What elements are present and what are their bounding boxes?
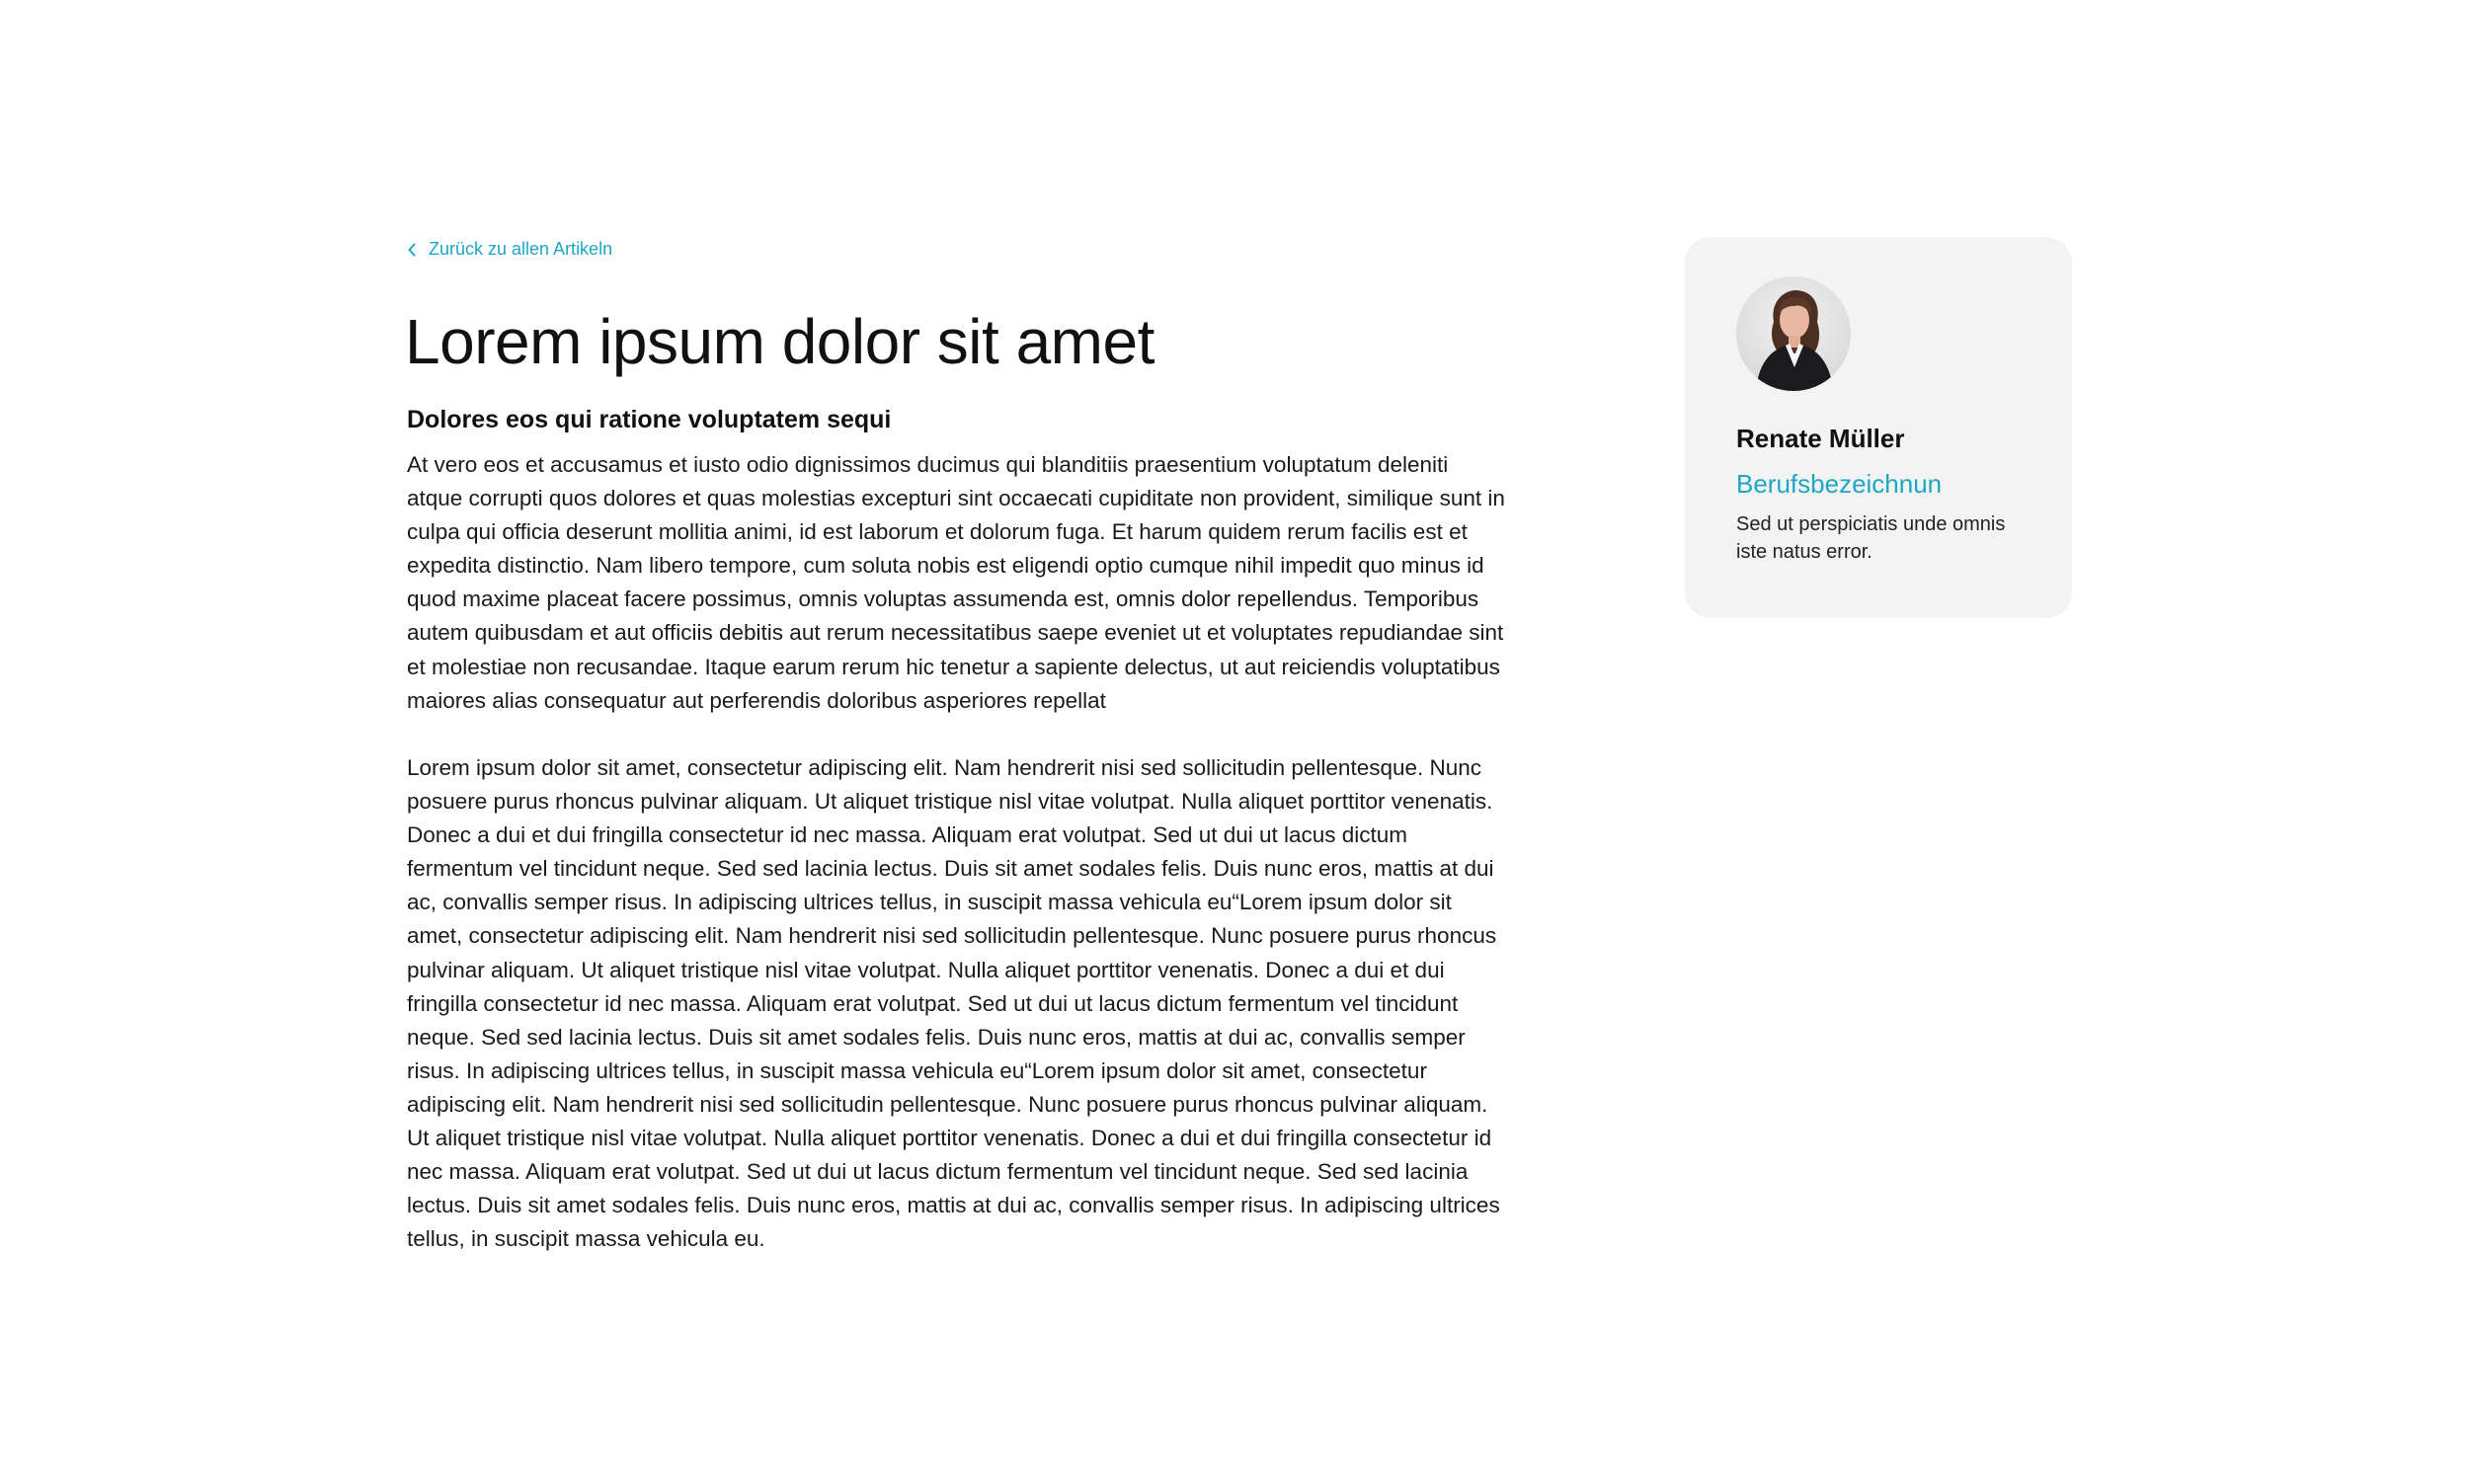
article-title: Lorem ipsum dolor sit amet (405, 306, 1155, 377)
person-portrait-icon (1736, 276, 1851, 391)
back-to-articles-link[interactable] (407, 239, 612, 260)
article-paragraph-1: At vero eos et accusamus et iusto odio dignissimos ducimus qui blanditiis praesentium voluptatum deleniti atque corrupti quos dolores et quas molestias excepturi sint occaecati cupiditate non provident, similique sunt in culpa qui officia deserunt mollitia animi, id est laborum et dolorum fuga. Et harum quidem rerum facilis est et expedita distinctio. Nam libero tempore, cum soluta nobis est eligendi optio cumque nihil impedit quo minus id quod maxime placeat facere possimus, omnis voluptas assumenda est, omnis dolor repellendus. Temporibus autem quibusdam et aut officiis debitis aut rerum necessitatibus saepe eveniet ut et voluptates repudiandae sint et molestiae non recusandae. Itaque earum rerum hic tenetur a sapiente delectus, ut aut reiciendis voluptatibus maiores alias consequatur aut perferendis doloribus asperiores repellat (407, 452, 1505, 713)
chevron-left-icon (407, 242, 417, 258)
author-card (1685, 237, 2072, 618)
article-paragraph-2: Lorem ipsum dolor sit amet, consectetur adipiscing elit. Nam hendrerit nisi sed sollicitudin pellentesque. Nunc posuere purus rhoncus pulvinar aliquam. Ut aliquet tristique nisl vitae volutpat. Nulla aliquet porttitor venenatis. Donec a dui et dui fringilla consectetur id nec massa. Aliquam erat volutpat. Sed ut dui ut lacus dictum fermentum vel tincidunt neque. Sed sed lacinia lectus. Duis sit amet sodales felis. Duis nunc eros, mattis at dui ac, convallis semper risus. In adipiscing ultrices tellus, in suscipit massa vehicula eu“Lorem ipsum dolor sit amet, consectetur adipiscing elit. Nam hendrerit nisi sed sollicitudin pellentesque. Nunc posuere purus rhoncus pulvinar aliquam. Ut aliquet tristique nisl vitae volutpat. Nulla aliquet porttitor venenatis. Donec a dui et dui fringilla consectetur id nec massa. Aliquam erat volutpat. Sed ut dui ut lacus dictum fermentum vel tincidunt neque. Sed sed lacinia lectus. Duis sit amet sodales felis. Duis nunc eros, mattis at dui ac, convallis semper risus. In adipiscing ultrices tellus, in suscipit massa vehicula eu“Lorem ipsum dolor sit amet, consectetur adipiscing elit. Nam hendrerit nisi sed sollicitudin pellentesque. Nunc posuere purus rhoncus pulvinar aliquam. Ut aliquet tristique nisl vitae volutpat. Nulla aliquet porttitor venenatis. Donec a dui et dui fringilla consectetur id nec massa. Aliquam erat volutpat. Sed ut dui ut lacus dictum fermentum vel tincidunt neque. Sed sed lacinia lectus. Duis sit amet sodales felis. Duis nunc eros, mattis at dui ac, convallis semper risus. In adipiscing ultrices tellus, in suscipit massa vehicula eu. (407, 755, 1500, 1252)
article-subtitle: Dolores eos qui ratione voluptatem sequi (407, 406, 892, 433)
back-link-label: Zurück zu allen Artikeln (429, 239, 613, 259)
avatar (1736, 276, 1851, 391)
author-bio: Sed ut perspiciatis unde omnis iste natus error. (1736, 513, 2006, 563)
author-name: Renate Müller (1736, 424, 1905, 453)
author-job-title: Berufsbezeichnun (1736, 469, 1943, 499)
